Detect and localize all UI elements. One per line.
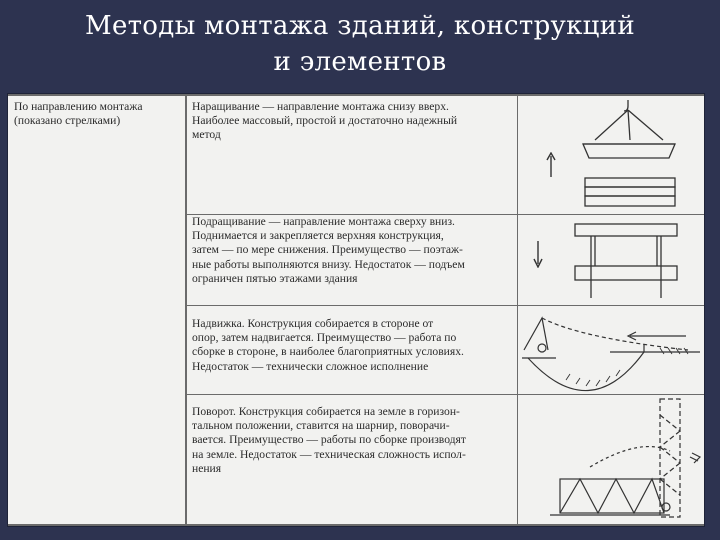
table-column-divider-1 <box>185 94 187 526</box>
downward-assembly-icon <box>573 220 685 300</box>
slide-title-line-2: и элементов <box>273 47 447 77</box>
method-description-4: Поворот. Конструкция собирается на земле в горизон- тальном положении, ставится на шарнир, поворачи- вается. Преимущество — работы по сборке производят на земле. Недостаток — техническая сложность испол- нения <box>192 405 466 475</box>
slide-title-line-1: Методы монтажа зданий, конструкций <box>85 11 635 41</box>
table-row-divider-2 <box>185 305 704 306</box>
method-description-2: Подращивание — направление монтажа сверху вниз. Поднимается и закрепляется верхняя конструкция, затем — по мере снижения. Преимущество — поэтаж- ные работы выполняются внизу. Недостаток — подъем ограничен пятью этажами здания <box>192 215 465 285</box>
downward-arrow-icon <box>531 240 545 268</box>
methods-table <box>8 94 704 526</box>
row-header-cell: По направлению монтажа (показано стрелками) <box>14 100 143 128</box>
sliding-assembly-icon <box>520 308 702 392</box>
table-column-divider-2 <box>517 94 518 526</box>
rotation-assembly-icon <box>520 397 702 523</box>
table-border-top <box>8 94 704 96</box>
table-row-divider-3 <box>185 394 704 395</box>
method-description-3: Надвижка. Конструкция собирается в стороне от опор, затем надвигается. Преимущество — работа по сборке в стороне, в наиболее благоприятных условиях. Недостаток — технически сложное исполнение <box>192 317 464 373</box>
upward-assembly-icon <box>573 98 685 212</box>
upward-arrow-icon <box>544 152 558 178</box>
slide-title <box>0 8 720 80</box>
method-description-1: Наращивание — направление монтажа снизу вверх. Наиболее массовый, простой и достаточно надежный метод <box>192 100 458 142</box>
table-border-bottom <box>8 524 704 526</box>
